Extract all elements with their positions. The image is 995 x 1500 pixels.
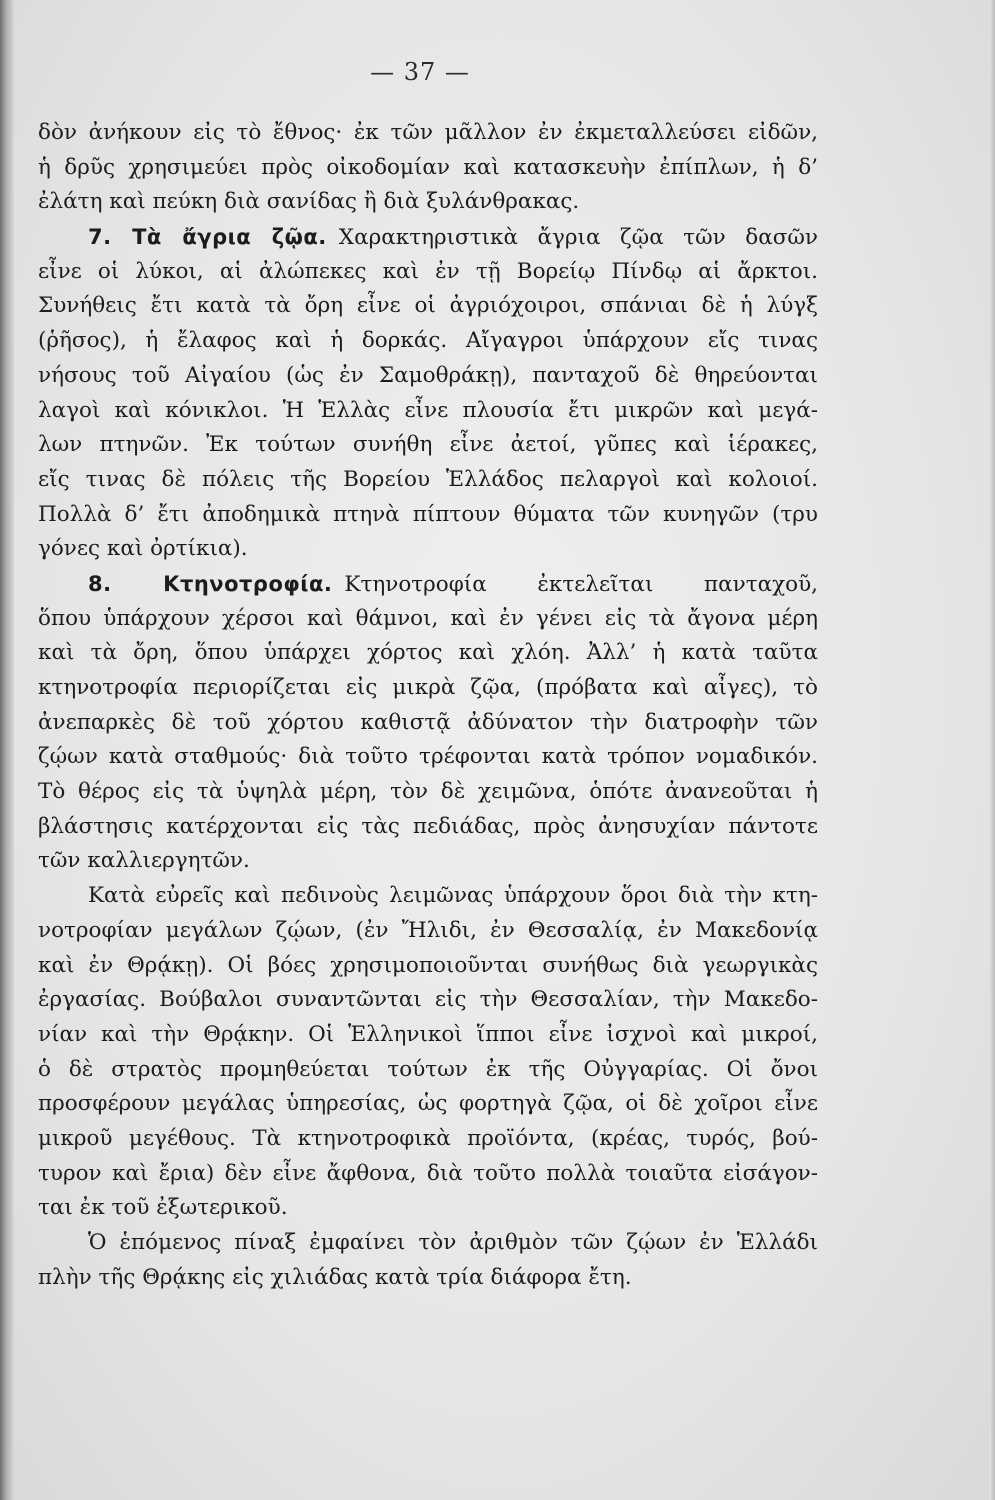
text-line: [38, 775, 818, 810]
text-line: [38, 324, 818, 359]
text-line: [38, 151, 818, 186]
text-line: [38, 949, 818, 984]
text-line: [38, 1053, 818, 1088]
line-text: κτηνοτροφία περιορίζεται εἰς μικρὰ ζῷα, (πρόβατα καὶ αἶγες), τὸ: [38, 675, 818, 700]
text-line: [38, 255, 818, 290]
section-heading: 7. Τὰ ἄγρια ζῷα.: [88, 225, 327, 250]
section-heading: 8. Κτηνοτροφία.: [88, 571, 333, 596]
text-line: [38, 1122, 818, 1157]
line-text: Κατὰ εὐρεῖς καὶ πεδινοὺς λειμῶνας ὑπάρχουν ὅροι διὰ τὴν κτη-: [88, 883, 818, 909]
text-line: [38, 671, 818, 706]
line-text: πλὴν τῆς Θρᾴκης εἰς χιλιάδας κατὰ τρία διάφορα ἔτη.: [38, 1264, 632, 1290]
line-text: ἐργασίας. Βούβαλοι συναντῶνται εἰς τὴν Θεσσαλίαν, τὴν Μακεδο-: [38, 987, 818, 1013]
text-line: [38, 289, 818, 324]
section-heading-line: [38, 567, 818, 602]
line-text: ζῴων κατὰ σταθμούς· διὰ τοῦτο τρέφονται κατὰ τρόπον νομαδικόν.: [38, 744, 818, 770]
line-text: ἐλάτη καὶ πεύκη διὰ σανίδας ἢ διὰ ξυλάνθρακας.: [38, 189, 580, 215]
text-line: [38, 1191, 818, 1226]
text-line: [38, 1087, 818, 1122]
page-number: — 37 —: [370, 58, 470, 86]
line-text: (ῥῆσος), ἡ ἔλαφος καὶ ἡ δορκάς. Αἴγαγροι ὑπάρχουν εἴς τινας: [38, 328, 818, 354]
page-binding-edge: [0, 0, 14, 1500]
body-text: [38, 116, 818, 1295]
line-text: λων πτηνῶν. Ἐκ τούτων συνήθη εἶνε ἀετοί, γῦπες καὶ ἱέρακες,: [38, 432, 818, 458]
line-text: καὶ ἐν Θρᾴκῃ). Οἱ βόες χρησιμοποιοῦνται συνήθως διὰ γεωργικὰς: [38, 952, 818, 978]
line-text: εἴς τινας δὲ πόλεις τῆς Βορείου Ἑλλάδος πελαργοὶ καὶ κολοιοί.: [38, 466, 818, 492]
line-text: προσφέρουν μεγάλας ὑπηρεσίας, ὡς φορτηγὰ ζῷα, οἱ δὲ χοῖροι εἶνε: [38, 1091, 818, 1117]
line-text: Κτηνοτροφία ἐκτελεῖται πανταχοῦ,: [344, 571, 818, 597]
line-text: καὶ τὰ ὄρη, ὅπου ὑπάρχει χόρτος καὶ χλόη. Ἀλλ’ ἡ κατὰ ταῦτα: [38, 640, 818, 666]
text-line: [38, 810, 818, 845]
line-text: τυρον καὶ ἔρια) δὲν εἶνε ἄφθονα, διὰ τοῦτο πολλὰ τοιαῦτα εἰσάγον-: [38, 1160, 818, 1186]
line-text: μικροῦ μεγέθους. Τὰ κτηνοτροφικὰ προϊόντα, (κρέας, τυρός, βού-: [38, 1125, 818, 1151]
text-line: [38, 116, 818, 151]
text-line: [38, 1157, 818, 1192]
line-text: ἀνεπαρκὲς δὲ τοῦ χόρτου καθιστᾷ ἀδύνατον τὴν διατροφὴν τῶν: [38, 709, 818, 735]
text-line: [38, 1226, 818, 1261]
text-line: [38, 532, 818, 567]
line-text: νήσους τοῦ Αἰγαίου (ὡς ἐν Σαμοθράκῃ), πανταχοῦ δὲ θηρεύονται: [38, 362, 818, 388]
text-line: [38, 706, 818, 741]
line-text: Συνήθεις ἔτι κατὰ τὰ ὄρη εἶνε οἱ ἀγριόχοιροι, σπάνιαι δὲ ἡ λύγξ: [38, 293, 818, 319]
line-text: Ὁ ἑπόμενος πίναξ ἐμφαίνει τὸν ἀριθμὸν τῶν ζῴων ἐν Ἑλλάδι: [88, 1230, 818, 1255]
line-text: εἶνε οἱ λύκοι, αἱ ἀλώπεκες καὶ ἐν τῇ Βορείῳ Πίνδῳ αἱ ἄρκτοι.: [38, 258, 818, 284]
text-line: [38, 394, 818, 429]
text-line: [38, 914, 818, 949]
text-line: [38, 463, 818, 498]
text-line: [38, 844, 818, 879]
line-text: ὅπου ὑπάρχουν χέρσοι καὶ θάμνοι, καὶ ἐν γένει εἰς τὰ ἄγονα μέρη: [38, 605, 818, 631]
text-line: [38, 602, 818, 637]
text-line: [38, 740, 818, 775]
line-text: νίαν καὶ τὴν Θρᾴκην. Οἱ Ἑλληνικοὶ ἵπποι εἶνε ἰσχνοὶ καὶ μικροί,: [38, 1021, 818, 1047]
line-text: δὸν ἀνήκουν εἰς τὸ ἔθνος· ἐκ τῶν μᾶλλον ἐν ἐκμεταλλεύσει εἰδῶν,: [38, 120, 818, 145]
line-text: γόνες καὶ ὀρτίκια).: [38, 536, 248, 562]
line-text: Τὸ θέρος εἰς τὰ ὑψηλὰ μέρη, τὸν δὲ χειμῶνα, ὁπότε ἀνανεοῦται ἡ: [38, 779, 818, 805]
line-text: βλάστησις κατέρχονται εἰς τὰς πεδιάδας, πρὸς ἀνησυχίαν πάντοτε: [38, 813, 818, 839]
line-text: νοτροφίαν μεγάλων ζῴων, (ἐν Ἤλιδι, ἐν Θεσσαλίᾳ, ἐν Μακεδονίᾳ: [38, 917, 818, 943]
text-line: [38, 1018, 818, 1053]
line-text: ἡ δρῦς χρησιμεύει πρὸς οἰκοδομίαν καὶ κατασκευὴν ἐπίπλων, ἡ δ’: [38, 154, 818, 180]
line-text: Χαρακτηριστικὰ ἄγρια ζῷα τῶν δασῶν: [338, 225, 818, 251]
line-text: λαγοὶ καὶ κόνικλοι. Ἡ Ἑλλὰς εἶνε πλουσία ἔτι μικρῶν καὶ μεγά-: [38, 397, 818, 423]
text-line: [38, 1261, 818, 1296]
text-line: [38, 185, 818, 220]
text-line: [38, 498, 818, 533]
line-text: ὁ δὲ στρατὸς προμηθεύεται τούτων ἐκ τῆς Οὐγγαρίας. Οἱ ὄνοι: [38, 1056, 818, 1082]
text-line: [38, 359, 818, 394]
text-line: [38, 879, 818, 914]
line-text: Πολλὰ δ’ ἔτι ἀποδημικὰ πτηνὰ πίπτουν θύματα τῶν κυνηγῶν (τρυ: [38, 501, 818, 527]
text-line: [38, 428, 818, 463]
section-heading-line: [38, 220, 818, 255]
page-right-edge: [989, 0, 995, 1500]
text-line: [38, 983, 818, 1018]
text-line: [38, 636, 818, 671]
line-text: τῶν καλλιεργητῶν.: [38, 848, 250, 874]
line-text: ται ἐκ τοῦ ἐξωτερικοῦ.: [38, 1195, 288, 1221]
